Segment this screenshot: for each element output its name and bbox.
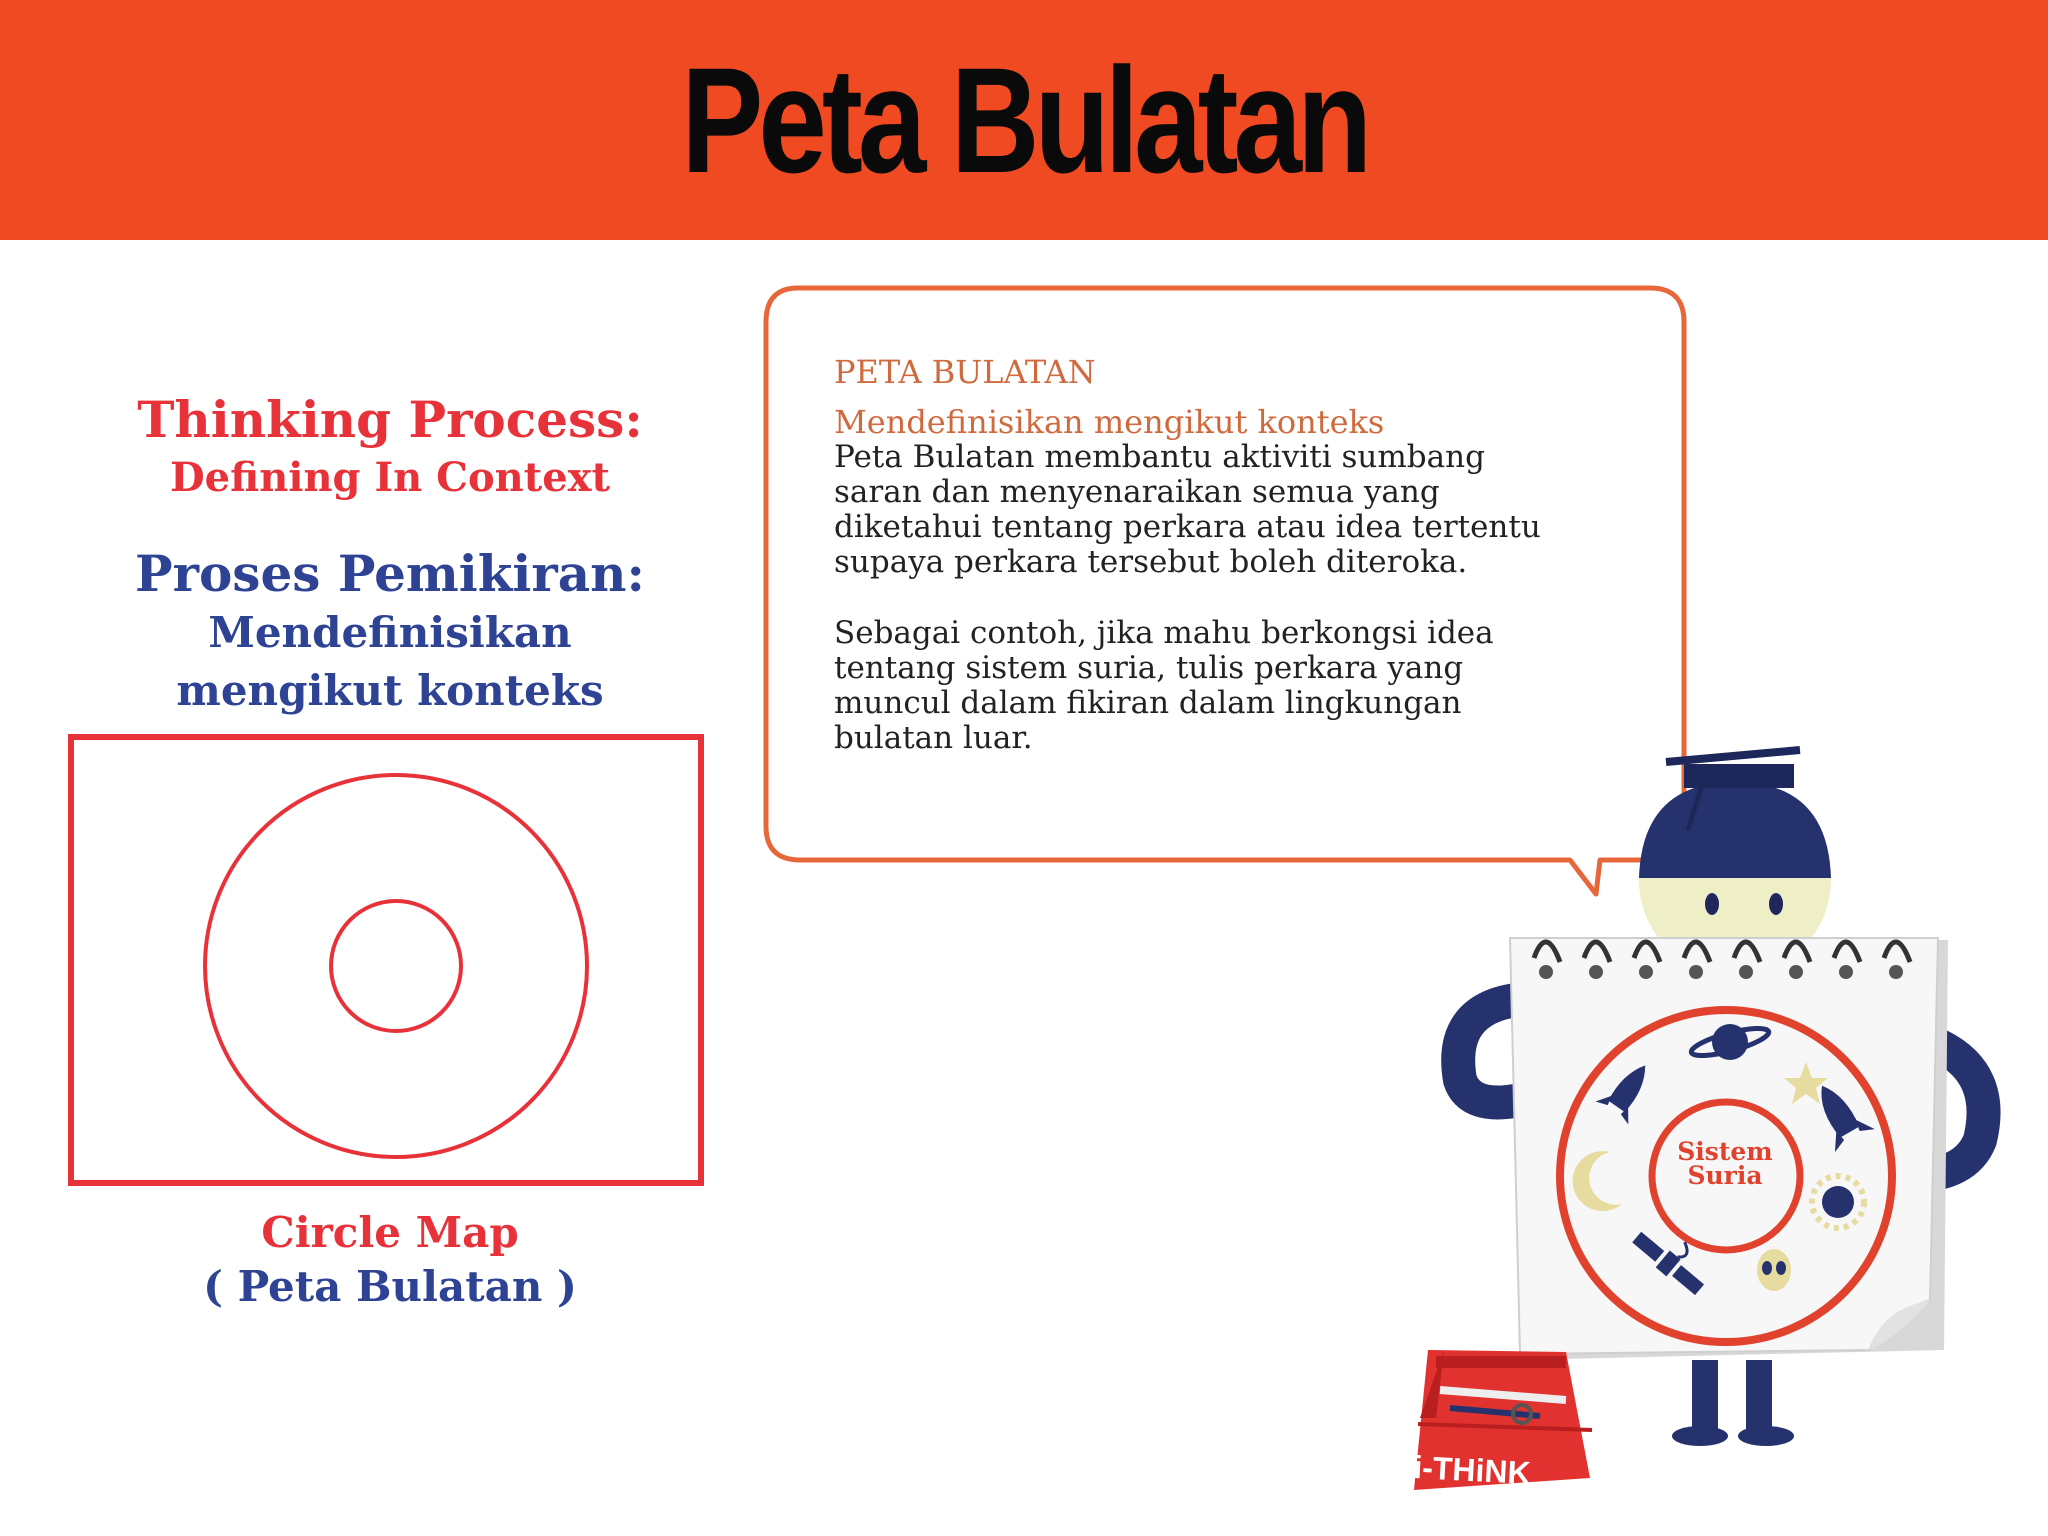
mascot-legs — [1672, 1360, 1794, 1446]
bubble-title: PETA BULATAN — [834, 353, 1096, 391]
ms-subheading-line2: mengikut konteks — [176, 666, 604, 715]
bubble-para1-line: diketahui tentang perkara atau idea tertentu — [834, 509, 1541, 545]
ms-subheading-line1: Mendefinisikan — [208, 608, 572, 657]
caption-ms: ( Peta Bulatan ) — [203, 1262, 577, 1311]
pad-label-line1: Sistem — [1677, 1137, 1773, 1166]
pad-label-line2: Suria — [1687, 1161, 1763, 1190]
ms-heading: Proses Pemikiran: — [135, 544, 645, 603]
page-title: Peta Bulatan — [680, 35, 1367, 204]
toolbox-label: i-THiNK — [1412, 1448, 1532, 1492]
pad-center-label — [1660, 1137, 1790, 1190]
alien-icon — [1757, 1249, 1791, 1291]
en-subheading: Defining In Context — [169, 454, 611, 501]
bubble-subtitle: Mendefinisikan mengikut konteks — [834, 403, 1385, 441]
bubble-para2-line: muncul dalam fikiran dalam lingkungan — [834, 685, 1462, 721]
en-heading: Thinking Process: — [137, 390, 643, 449]
bubble-para2-line: Sebagai contoh, jika mahu berkongsi idea — [834, 615, 1494, 651]
bubble-para2-line: bulatan luar. — [834, 720, 1033, 756]
bubble-para1-line: saran dan menyenaraikan semua yang — [834, 474, 1440, 510]
bubble-para2-line: tentang sistem suria, tulis perkara yang — [834, 650, 1464, 686]
bubble-para1-line: supaya perkara tersebut boleh diteroka. — [834, 544, 1468, 580]
bubble-para1-line: Peta Bulatan membantu aktiviti sumbang — [834, 439, 1485, 475]
caption-en: Circle Map — [261, 1208, 519, 1257]
